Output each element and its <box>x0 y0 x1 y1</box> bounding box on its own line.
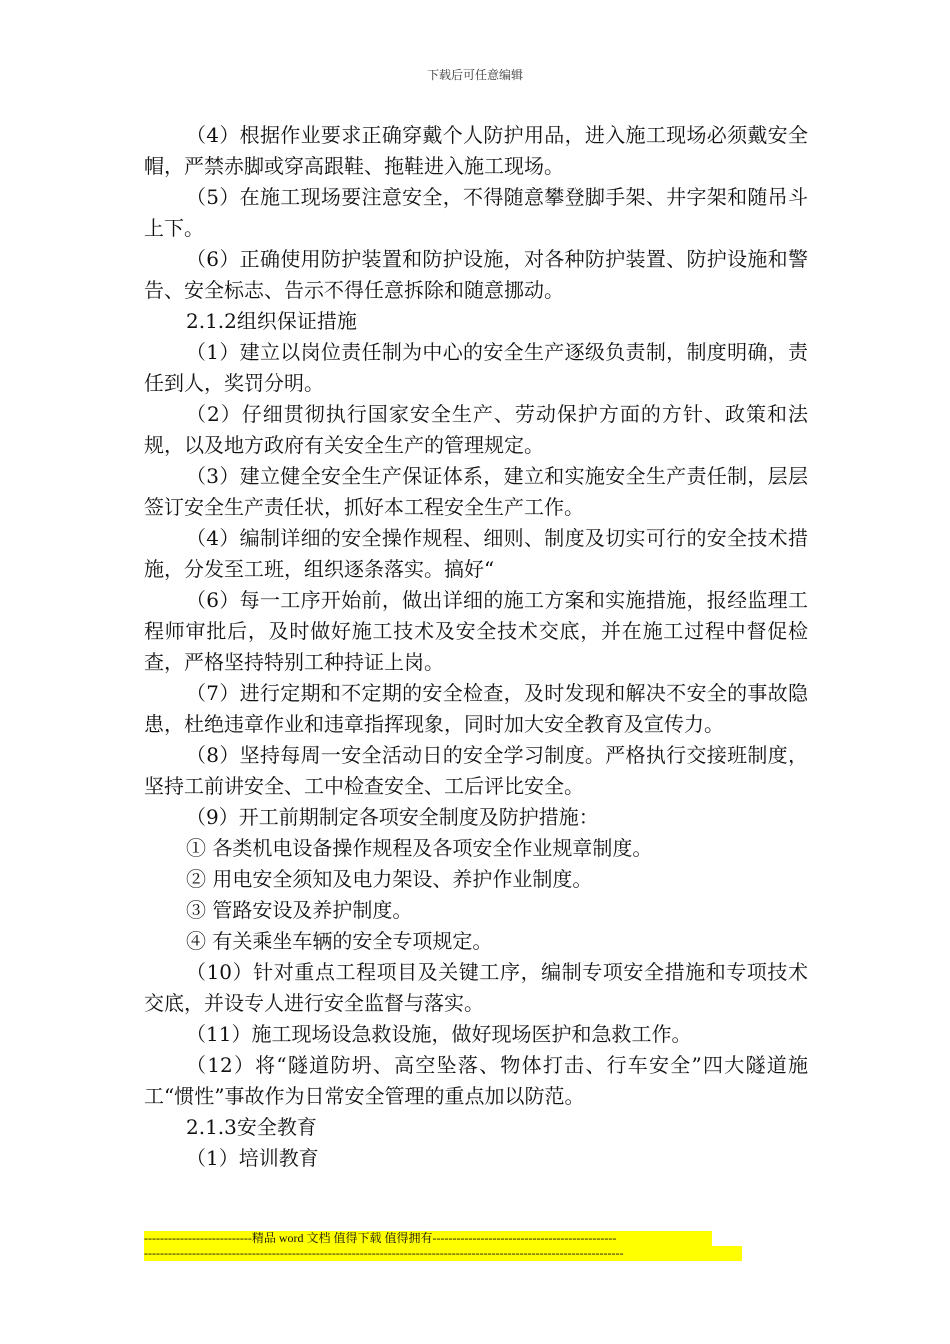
section-heading: 2.1.3安全教育 <box>186 1115 317 1139</box>
paragraph: （5）在施工现场要注意安全，不得随意攀登脚手架、井字架和随吊斗上下。 <box>144 185 808 240</box>
paragraph: （8）坚持每周一安全活动日的安全学习制度。严格执行交接班制度，坚持工前讲安全、工中检查安全、工后评比安全。 <box>144 743 808 798</box>
paragraph: （6）每一工序开始前，做出详细的施工方案和实施措施，报经监理工程师审批后，及时做好施工技术及安全技术交底，并在施工过程中督促检查，严格坚持特别工种持证上岗。 <box>144 588 808 674</box>
page-header-note: 下载后可任意编辑 <box>426 68 523 82</box>
footer-watermark-bar <box>144 1231 742 1261</box>
document-body <box>144 120 808 1174</box>
paragraph: （10）针对重点工程项目及关键工序，编制专项安全措施和专项技术交底，并设专人进行安全监督与落实。 <box>144 960 808 1015</box>
paragraph: （3）建立健全安全生产保证体系，建立和实施安全生产责任制，层层签订安全生产责任状，抓好本工程安全生产工作。 <box>144 464 808 519</box>
paragraph: （1）建立以岗位责任制为中心的安全生产逐级负责制，制度明确，责任到人，奖罚分明。 <box>144 340 808 395</box>
paragraph: （2）仔细贯彻执行国家安全生产、劳动保护方面的方针、政策和法规，以及地方政府有关安全生产的管理规定。 <box>144 402 808 457</box>
footer-line: ---------------------------精品 word 文档 值得下载 值得拥有---------------------------------------------- <box>144 1231 712 1246</box>
paragraph: （4）编制详细的安全操作规程、细则、制度及切实可行的安全技术措施，分发至工班，组织逐条落实。搞好“ <box>144 526 808 581</box>
list-item: ② 用电安全须知及电力架设、养护作业制度。 <box>186 867 593 891</box>
paragraph: （4）根据作业要求正确穿戴个人防护用品，进入施工现场必须戴安全帽，严禁赤脚或穿高跟鞋、拖鞋进入施工现场。 <box>144 123 808 178</box>
paragraph: （11）施工现场设急救设施，做好现场医护和急救工作。 <box>186 1022 692 1046</box>
paragraph: （9）开工前期制定各项安全制度及防护措施： <box>186 805 599 829</box>
list-item: ④ 有关乘坐车辆的安全专项规定。 <box>186 929 493 953</box>
paragraph: （1）培训教育 <box>186 1146 319 1170</box>
list-item: ① 各类机电设备操作规程及各项安全作业规章制度。 <box>186 836 653 860</box>
footer-line: ------------------------------------------------------------------------------------------------------------------------ <box>144 1246 742 1261</box>
section-heading: 2.1.2组织保证措施 <box>186 309 357 333</box>
paragraph: （12）将“隧道防坍、高空坠落、物体打击、行车安全”四大隧道施工“惯性”事故作为日常安全管理的重点加以防范。 <box>144 1053 808 1108</box>
paragraph: （6）正确使用防护装置和防护设施，对各种防护装置、防护设施和警告、安全标志、告示不得任意拆除和随意挪动。 <box>144 247 808 302</box>
list-item: ③ 管路安设及养护制度。 <box>186 898 413 922</box>
paragraph: （7）进行定期和不定期的安全检查，及时发现和解决不安全的事故隐患，杜绝违章作业和违章指挥现象，同时加大安全教育及宣传力。 <box>144 681 808 736</box>
